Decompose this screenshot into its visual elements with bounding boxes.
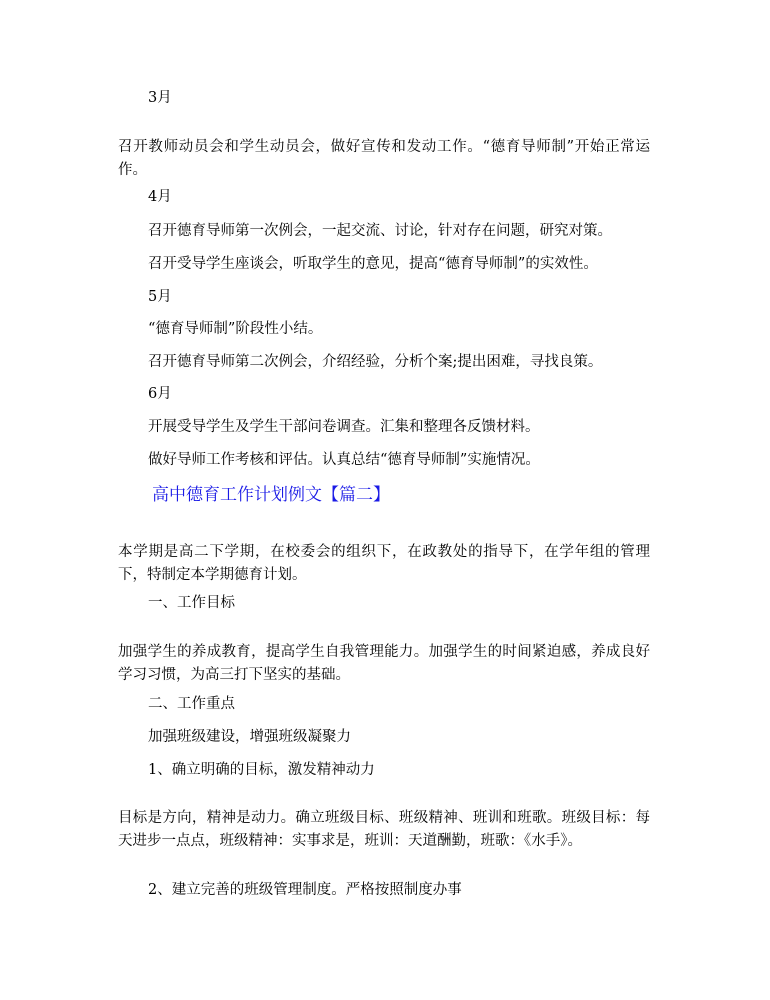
intro-paragraph: 本学期是高二下学期，在校委会的组织下，在政教处的指导下，在学年组的管理下，特制定本学期德育计划。 xyxy=(118,544,650,583)
month-june: 6月 xyxy=(148,386,172,402)
april-item-1: 召开德育导师第一次例会，一起交流、讨论，针对存在问题，研究对策。 xyxy=(148,223,612,239)
month-march: 3月 xyxy=(148,90,172,106)
heading-work-goals: 一、工作目标 xyxy=(148,595,235,611)
section-title: 高中德育工作计划例文【篇二】 xyxy=(152,485,390,505)
heading-work-focus: 二、工作重点 xyxy=(148,696,235,712)
month-may: 5月 xyxy=(148,289,172,305)
may-item-1: “德育导师制”阶段性小结。 xyxy=(148,321,323,337)
item-1-paragraph: 目标是方向，精神是动力。确立班级目标、班级精神、班训和班歌。班级目标：每天进步一点点，班级精神：实事求是，班训：天道酬勤，班歌：《水手》。 xyxy=(118,810,650,849)
item-1-title: 1、确立明确的目标，激发精神动力 xyxy=(148,762,375,778)
may-item-2: 召开德育导师第二次例会，介绍经验，分析个案;提出困难，寻找良策。 xyxy=(148,354,603,370)
item-2-title: 2、建立完善的班级管理制度。严格按照制度办事 xyxy=(148,882,462,898)
goals-paragraph: 加强学生的养成教育，提高学生自我管理能力。加强学生的时间紧迫感，养成良好学习习惯，为高三打下坚实的基础。 xyxy=(118,644,650,683)
month-april: 4月 xyxy=(148,189,172,205)
june-item-1: 开展受导学生及学生干部问卷调查。汇集和整理各反馈材料。 xyxy=(148,419,540,435)
focus-line: 加强班级建设，增强班级凝聚力 xyxy=(148,729,351,745)
april-item-2: 召开受导学生座谈会，听取学生的意见，提高“德育导师制”的实效性。 xyxy=(148,256,598,272)
march-paragraph: 召开教师动员会和学生动员会，做好宣传和发动工作。“德育导师制”开始正常运作。 xyxy=(118,139,650,178)
june-item-2: 做好导师工作考核和评估。认真总结“德育导师制”实施情况。 xyxy=(148,452,540,468)
